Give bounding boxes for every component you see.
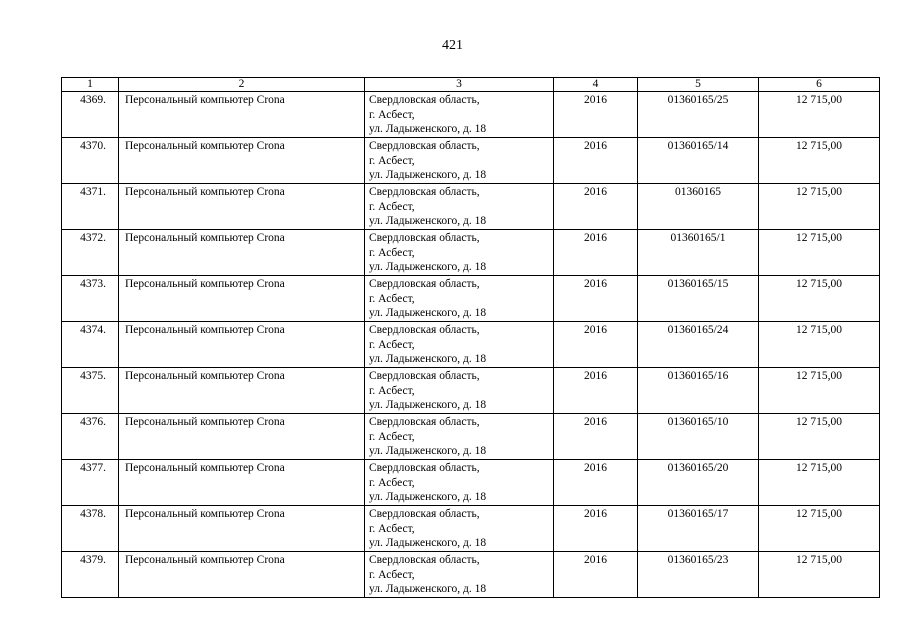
address-line: Свердловская область,	[369, 186, 480, 198]
address-line: г. Асбест,	[369, 108, 415, 121]
row-number: 4378.	[62, 506, 119, 552]
asset-address	[365, 138, 554, 184]
asset-name: Персональный компьютер Crona	[119, 368, 365, 414]
table-row	[62, 276, 880, 322]
table-row	[62, 230, 880, 276]
asset-year: 2016	[554, 230, 638, 276]
asset-address	[365, 184, 554, 230]
address-line: ул. Ладыженского, д. 18	[369, 169, 487, 182]
address-line: г. Асбест,	[369, 522, 415, 535]
address-line: Свердловская область,	[369, 462, 480, 474]
address-line: г. Асбест,	[369, 568, 415, 581]
asset-name: Персональный компьютер Crona	[119, 230, 365, 276]
address-line: ул. Ладыженского, д. 18	[369, 215, 487, 228]
asset-address	[365, 368, 554, 414]
address-line: ул. Ладыженского, д. 18	[369, 445, 487, 458]
header-col-5: 5	[638, 78, 759, 92]
asset-name: Персональный компьютер Crona	[119, 506, 365, 552]
inventory-number: 01360165/20	[638, 460, 759, 506]
table-row	[62, 414, 880, 460]
row-number: 4374.	[62, 322, 119, 368]
asset-name: Персональный компьютер Crona	[119, 322, 365, 368]
address-line: ул. Ладыженского, д. 18	[369, 399, 487, 412]
inventory-number: 01360165/10	[638, 414, 759, 460]
row-number: 4370.	[62, 138, 119, 184]
address-line: Свердловская область,	[369, 324, 480, 336]
inventory-number: 01360165/23	[638, 552, 759, 598]
address-line: Свердловская область,	[369, 508, 480, 520]
address-line: ул. Ладыженского, д. 18	[369, 583, 487, 596]
asset-cost: 12 715,00	[759, 552, 880, 598]
row-number: 4369.	[62, 92, 119, 138]
asset-address	[365, 506, 554, 552]
asset-year: 2016	[554, 552, 638, 598]
inventory-number: 01360165/15	[638, 276, 759, 322]
asset-year: 2016	[554, 276, 638, 322]
asset-name: Персональный компьютер Crona	[119, 460, 365, 506]
asset-name: Персональный компьютер Crona	[119, 552, 365, 598]
table-row	[62, 460, 880, 506]
asset-year: 2016	[554, 138, 638, 184]
header-col-4: 4	[554, 78, 638, 92]
address-line: Свердловская область,	[369, 94, 480, 106]
address-line: г. Асбест,	[369, 154, 415, 167]
table-row	[62, 138, 880, 184]
address-line: ул. Ладыженского, д. 18	[369, 307, 487, 320]
inventory-number: 01360165/14	[638, 138, 759, 184]
asset-address	[365, 552, 554, 598]
asset-cost: 12 715,00	[759, 138, 880, 184]
address-line: ул. Ладыженского, д. 18	[369, 261, 487, 274]
table-row	[62, 506, 880, 552]
asset-name: Персональный компьютер Crona	[119, 414, 365, 460]
inventory-number: 01360165/25	[638, 92, 759, 138]
row-number: 4375.	[62, 368, 119, 414]
inventory-number: 01360165/1	[638, 230, 759, 276]
header-col-1: 1	[62, 78, 119, 92]
address-line: г. Асбест,	[369, 200, 415, 213]
asset-cost: 12 715,00	[759, 92, 880, 138]
address-line: Свердловская область,	[369, 232, 480, 244]
address-line: Свердловская область,	[369, 370, 480, 382]
row-number: 4379.	[62, 552, 119, 598]
inventory-number: 01360165	[638, 184, 759, 230]
table-header	[62, 78, 880, 92]
asset-year: 2016	[554, 414, 638, 460]
asset-year: 2016	[554, 368, 638, 414]
address-line: Свердловская область,	[369, 278, 480, 290]
inventory-number: 01360165/24	[638, 322, 759, 368]
row-number: 4372.	[62, 230, 119, 276]
asset-address	[365, 230, 554, 276]
asset-address	[365, 92, 554, 138]
asset-address	[365, 414, 554, 460]
address-line: Свердловская область,	[369, 140, 480, 152]
header-row	[62, 78, 880, 92]
table-row	[62, 184, 880, 230]
asset-name: Персональный компьютер Crona	[119, 92, 365, 138]
page-number: 421	[442, 38, 463, 53]
row-number: 4377.	[62, 460, 119, 506]
asset-name: Персональный компьютер Crona	[119, 276, 365, 322]
asset-name: Персональный компьютер Crona	[119, 138, 365, 184]
table-row	[62, 368, 880, 414]
asset-year: 2016	[554, 506, 638, 552]
asset-cost: 12 715,00	[759, 184, 880, 230]
inventory-number: 01360165/16	[638, 368, 759, 414]
header-col-2: 2	[119, 78, 365, 92]
asset-cost: 12 715,00	[759, 276, 880, 322]
asset-year: 2016	[554, 184, 638, 230]
address-line: Свердловская область,	[369, 554, 480, 566]
registry-table	[61, 77, 880, 598]
address-line: г. Асбест,	[369, 292, 415, 305]
asset-address	[365, 460, 554, 506]
table-row	[62, 552, 880, 598]
address-line: г. Асбест,	[369, 246, 415, 259]
asset-address	[365, 276, 554, 322]
asset-cost: 12 715,00	[759, 460, 880, 506]
address-line: ул. Ладыженского, д. 18	[369, 537, 487, 550]
address-line: г. Асбест,	[369, 476, 415, 489]
address-line: ул. Ладыженского, д. 18	[369, 353, 487, 366]
address-line: г. Асбест,	[369, 384, 415, 397]
address-line: ул. Ладыженского, д. 18	[369, 491, 487, 504]
row-number: 4376.	[62, 414, 119, 460]
table-body	[62, 92, 880, 598]
address-line: г. Асбест,	[369, 338, 415, 351]
asset-cost: 12 715,00	[759, 506, 880, 552]
asset-cost: 12 715,00	[759, 368, 880, 414]
row-number: 4373.	[62, 276, 119, 322]
inventory-number: 01360165/17	[638, 506, 759, 552]
address-line: Свердловская область,	[369, 416, 480, 428]
asset-cost: 12 715,00	[759, 414, 880, 460]
asset-name: Персональный компьютер Crona	[119, 184, 365, 230]
header-col-3: 3	[365, 78, 554, 92]
address-line: г. Асбест,	[369, 430, 415, 443]
row-number: 4371.	[62, 184, 119, 230]
asset-year: 2016	[554, 460, 638, 506]
table-row	[62, 322, 880, 368]
asset-address	[365, 322, 554, 368]
asset-cost: 12 715,00	[759, 230, 880, 276]
asset-year: 2016	[554, 92, 638, 138]
asset-cost: 12 715,00	[759, 322, 880, 368]
address-line: ул. Ладыженского, д. 18	[369, 123, 487, 136]
asset-year: 2016	[554, 322, 638, 368]
header-col-6: 6	[759, 78, 880, 92]
table-row	[62, 92, 880, 138]
